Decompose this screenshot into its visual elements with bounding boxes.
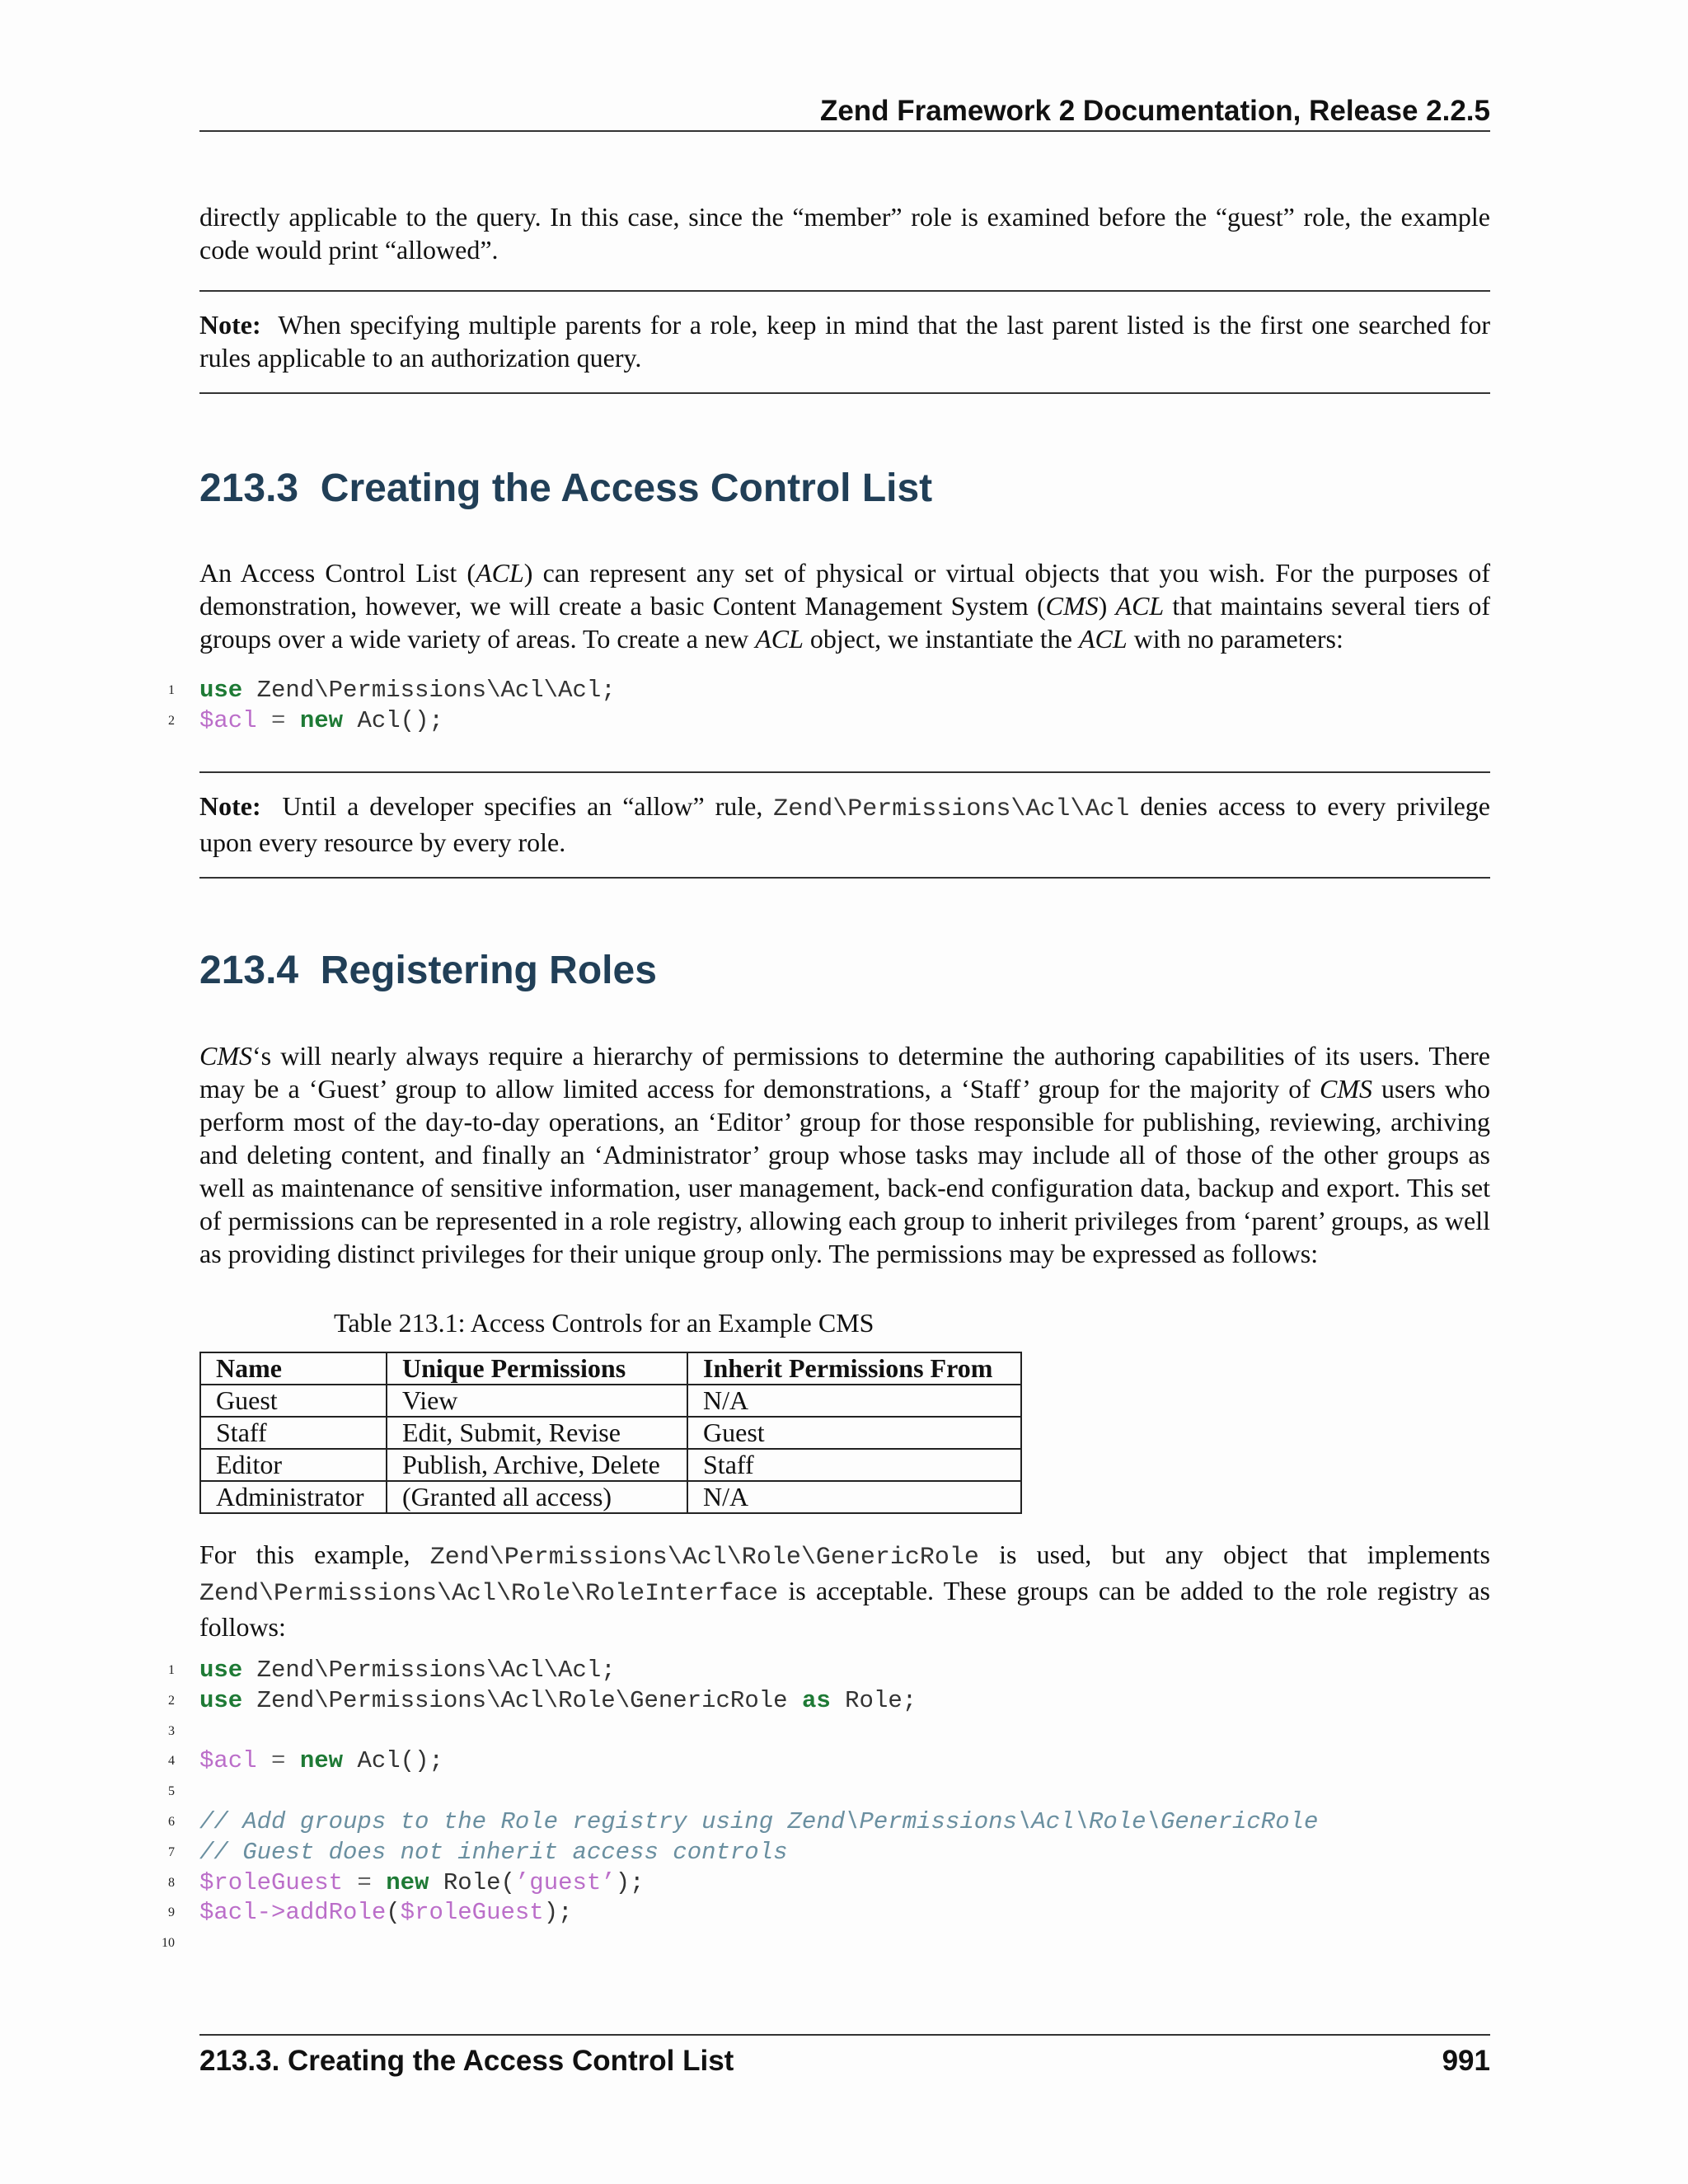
code-text: Zend\Permissions\Acl\Role\GenericRole xyxy=(242,1686,802,1714)
table-row xyxy=(200,1417,1021,1449)
intro-line-1: directly applicable to the query. In this case, since the “member” role is examined before the “guest” role, the example xyxy=(199,202,1490,232)
inline-code: Zend\Permissions\Acl\Role\RoleInterface xyxy=(199,1580,779,1608)
keyword: new xyxy=(299,706,344,734)
text-span: An Access Control List ( xyxy=(199,558,476,588)
access-controls-table xyxy=(199,1352,1022,1514)
text-span: Until a developer specifies an “allow” rule, xyxy=(282,791,774,821)
table-cell: Guest xyxy=(200,1385,387,1417)
cms-term: CMS xyxy=(1319,1074,1372,1104)
table-cell: N/A xyxy=(687,1385,1021,1417)
operator: -> xyxy=(256,1899,286,1927)
line-number: 4 xyxy=(168,1754,175,1769)
code-text: Zend\Permissions\Acl\Acl; xyxy=(242,677,616,704)
keyword: use xyxy=(199,1686,243,1714)
operator: = xyxy=(256,1747,300,1775)
cms-term: CMS xyxy=(1045,591,1099,621)
text-span: For this example, xyxy=(199,1540,430,1569)
text-span: is used, but any object that implements xyxy=(978,1540,1491,1569)
acl-term: ACL xyxy=(755,624,804,654)
acl-term: ACL xyxy=(1115,591,1165,621)
keyword: use xyxy=(199,1657,243,1684)
code-comment: // Add groups to the Role registry using Zend\Permissions\Acl\Role\GenericRole xyxy=(199,1807,1319,1835)
line-number: 1 xyxy=(168,1663,175,1677)
code-text: ( xyxy=(386,1899,401,1927)
keyword: as xyxy=(801,1686,831,1714)
line-number: 7 xyxy=(168,1844,175,1859)
inline-code: Zend\Permissions\Acl\Role\GenericRole xyxy=(429,1544,979,1572)
code-line xyxy=(168,1868,1490,1899)
section-213-3-paragraph xyxy=(199,556,1490,655)
variable: $roleGuest xyxy=(199,1868,344,1896)
page-number: 991 xyxy=(1442,2045,1490,2077)
text-span: ) can represent any set of physical or virtual objects that you wish. For the purposes of demonstration, however, we will create a basic Content Management System ( xyxy=(199,558,1491,621)
code-line xyxy=(168,1838,1490,1868)
table-cell: Staff xyxy=(200,1417,387,1449)
footer-rule xyxy=(199,2034,1490,2036)
keyword: new xyxy=(386,1868,429,1896)
cms-term: CMS xyxy=(199,1041,252,1071)
code-line xyxy=(162,1929,1490,1959)
text-span: that maintains several tiers of groups over a wide variety of areas. To create a new xyxy=(199,591,1490,654)
table-header-cell: Inherit Permissions From xyxy=(687,1352,1021,1385)
table-cell: Guest xyxy=(687,1417,1021,1449)
code-text: ); xyxy=(543,1899,573,1927)
code-text: Acl(); xyxy=(343,1747,443,1775)
code-comment: // Guest does not inherit access controls xyxy=(199,1838,788,1866)
variable: $acl xyxy=(199,1899,257,1927)
section-213-4-title: 213.4 Registering Roles xyxy=(199,949,657,992)
code-line xyxy=(168,1807,1490,1838)
table-row xyxy=(200,1449,1021,1481)
line-number: 8 xyxy=(168,1875,175,1890)
section-213-3-title: 213.3 Creating the Access Control List xyxy=(199,466,933,510)
note-1-text xyxy=(199,308,1490,374)
acl-term: ACL xyxy=(476,558,524,588)
table-header-cell: Unique Permissions xyxy=(387,1352,687,1385)
table-caption: Table 213.1: Access Controls for an Example CMS xyxy=(334,1308,874,1338)
text-span: object, we instantiate the xyxy=(803,624,1079,654)
code-line xyxy=(168,1686,1490,1717)
text-span: is acceptable. These groups can be added to the role registry as follows: xyxy=(199,1576,1490,1642)
text-span: ‘s will nearly always require a hierarchy of permissions to determine the authoring capabilities of its users. There may be a ‘Guest’ group to allow limited access for demonstrations, a ‘Staff’ group for the majority of xyxy=(199,1041,1490,1104)
line-number: 10 xyxy=(162,1936,175,1951)
note-1-label: Note: xyxy=(199,310,261,340)
operator: = xyxy=(343,1868,387,1896)
code-line xyxy=(168,1717,1490,1747)
line-number: 3 xyxy=(168,1723,175,1738)
text-span: ) xyxy=(1098,591,1116,621)
string-literal: ’guest’ xyxy=(514,1868,616,1896)
code-block-2 xyxy=(162,1656,1490,1959)
table-cell: Publish, Archive, Delete xyxy=(387,1449,687,1481)
table-header-row xyxy=(200,1352,1021,1385)
text-span: users who perform most of the day-to-day operations, an ‘Editor’ group for those responsible for publishing, reviewing, archiving and deleting content, and finally an ‘Administrator’ group whose tasks may include all of those of the other groups as well as maintenance of sensitive information, user management, back-end configuration data, backup and export. This set of permissions can be represented in a role registry, allowing each group to inherit privileges from ‘parent’ groups, as well as providing distinct privileges for their unique group only. The permissions may be expressed as follows: xyxy=(199,1074,1491,1268)
after-table-paragraph xyxy=(199,1538,1490,1643)
keyword: use xyxy=(199,677,243,704)
note-box-2 xyxy=(199,771,1490,879)
line-number: 9 xyxy=(168,1905,175,1920)
table-row xyxy=(200,1481,1021,1513)
code-text: Role( xyxy=(429,1868,515,1896)
table-cell: Editor xyxy=(200,1449,387,1481)
line-number: 1 xyxy=(168,683,175,697)
table-cell: View xyxy=(387,1385,687,1417)
code-text: Zend\Permissions\Acl\Acl; xyxy=(242,1657,616,1684)
code-line xyxy=(168,706,1490,737)
table-cell: Edit, Submit, Revise xyxy=(387,1417,687,1449)
table-header-cell: Name xyxy=(200,1352,387,1385)
method-name: addRole xyxy=(285,1899,387,1927)
note-box-1 xyxy=(199,290,1490,394)
code-text: Acl(); xyxy=(343,706,443,734)
keyword: new xyxy=(299,1747,344,1775)
text-span: with no parameters: xyxy=(1127,624,1343,654)
section-213-4-paragraph xyxy=(199,1039,1490,1270)
code-line xyxy=(168,1777,1490,1807)
line-number: 2 xyxy=(168,1693,175,1708)
table-row xyxy=(200,1385,1021,1417)
code-line xyxy=(168,676,1490,706)
operator: = xyxy=(256,706,300,734)
line-number: 6 xyxy=(168,1814,175,1829)
note-1-body: When specifying multiple parents for a role, keep in mind that the last parent listed is the first one searched for rules applicable to an authorization query. xyxy=(199,310,1491,373)
footer-section-title: 213.3. Creating the Access Control List xyxy=(199,2045,734,2077)
running-header: Zend Framework 2 Documentation, Release 2.2.5 xyxy=(819,95,1490,127)
variable: $acl xyxy=(199,1747,257,1775)
intro-paragraph xyxy=(199,200,1490,266)
acl-term: ACL xyxy=(1079,624,1128,654)
line-number: 5 xyxy=(168,1784,175,1799)
header-rule xyxy=(199,130,1490,132)
note-2-label: Note: xyxy=(199,791,261,821)
code-text: ); xyxy=(615,1868,645,1896)
table-cell: (Granted all access) xyxy=(387,1481,687,1513)
text-span: denies access to every privilege upon every resource by every role. xyxy=(199,791,1491,857)
note-2-text xyxy=(199,790,1490,859)
intro-line-2: code would print “allowed”. xyxy=(199,235,499,265)
code-line xyxy=(168,1656,1490,1686)
code-text: Role; xyxy=(830,1686,917,1714)
variable: $roleGuest xyxy=(400,1899,544,1927)
code-block-1 xyxy=(168,676,1490,737)
code-line xyxy=(168,1898,1490,1929)
table-cell: N/A xyxy=(687,1481,1021,1513)
inline-code: Zend\Permissions\Acl\Acl xyxy=(773,795,1130,823)
table-cell: Administrator xyxy=(200,1481,387,1513)
table-cell: Staff xyxy=(687,1449,1021,1481)
variable: $acl xyxy=(199,706,257,734)
code-line xyxy=(168,1746,1490,1777)
line-number: 2 xyxy=(168,713,175,728)
